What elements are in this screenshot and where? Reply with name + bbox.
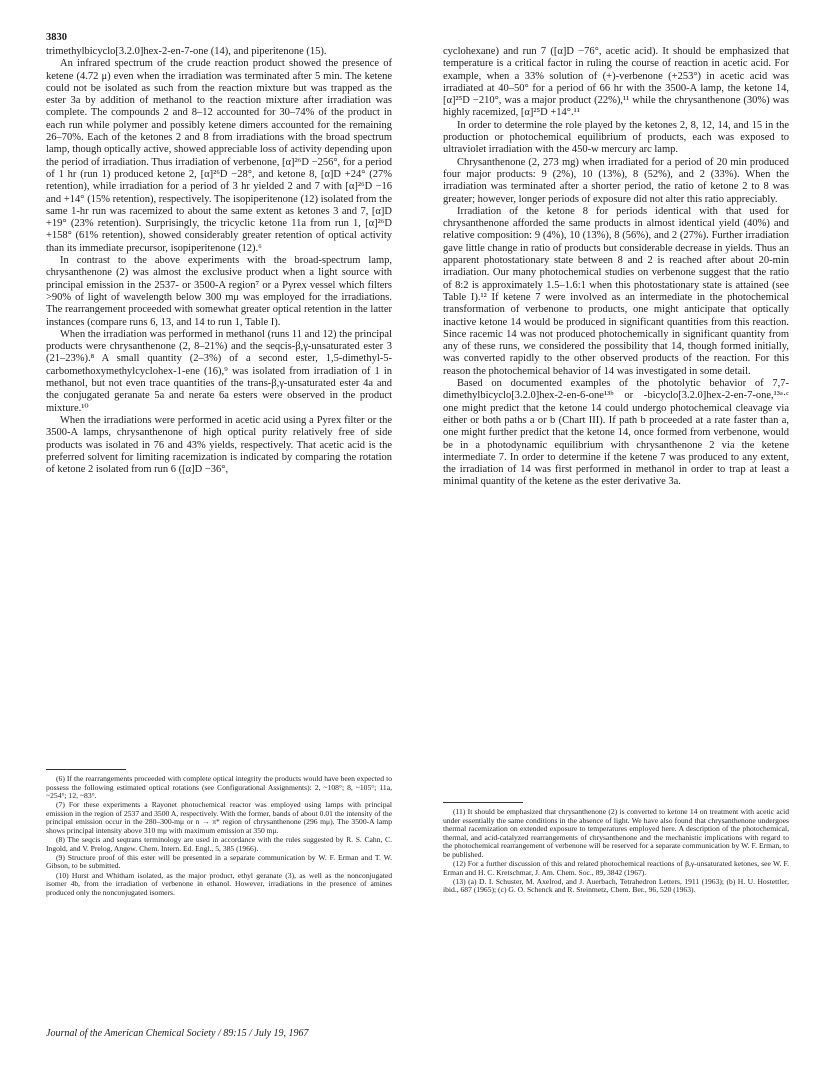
footnote: (6) If the rearrangements proceeded with complete optical integrity the products would have been expected to possess the following estimated optical rotations (see Configurational Assignments): 2, ~108°; 8, ~105°; 11a, ~254°; 12, ~83°. bbox=[46, 774, 392, 801]
footnote-divider bbox=[443, 802, 523, 803]
footnote: (7) For these experiments a Rayonet photochemical reactor was employed using lamps with principal emission in the region of 2537 and 3500 A, respectively. With the former, bands of about 0.01 the intensity of the principal emission occur in the 280–300-mμ or n → π* region of chrysanthenone (296 mμ). The 3500-A lamp shows principal intensity above 310 mμ with maximum emission at 350 mμ. bbox=[46, 800, 392, 836]
footnote-divider bbox=[46, 769, 126, 770]
footnotes-right bbox=[443, 808, 789, 895]
footnote: (8) The seqcis and seqtrans terminology are used in accordance with the rules suggested by R. S. Cahn, C. Ingold, and V. Prelog, Angew. Chem. Intern. Ed. Engl., 5, 385 (1966). bbox=[46, 835, 392, 853]
footnote: (13) (a) D. I. Schuster, M. Axelrod, and J. Auerbach, Tetrahedron Letters, 1911 (1963); (b) H. U. Hostettler, ibid., 687 (1965); (c) G. O. Schenck and R. Steinmetz, Chem. Ber., 96, 520 (1963). bbox=[443, 876, 789, 895]
paragraph: In contrast to the above experiments with the broad-spectrum lamp, chrysanthenone (2) was almost the exclusive product when a light source with principal emission in the 2537- or 3500-A region⁷ or a Pyrex vessel which filters >90% of light of wavelength below 300 mμ was employed for the irradiations. The rearrangement proceeded with somewhat greater optical retention in the latter instances (compare runs 6, 13, and 14 to run 1, Table I). bbox=[46, 255, 392, 328]
right-column bbox=[443, 46, 789, 489]
paragraph: trimethylbicyclo[3.2.0]hex-2-en-7-one (14), and piperitenone (15). bbox=[46, 46, 327, 57]
paragraph: An infrared spectrum of the crude reaction product showed the presence of ketene (4.72 μ) even when the irradiation was terminated after 5 min. The ketene could not be isolated as such from the reaction mixture but was trapped as the ester 3a by addition of methanol to the reaction mixture after irradiation was complete. The compounds 2 and 8–12 accounted for 30–74% of the product in each run while polymer and possibly ketene dimers accounted for the remaining 26–70%. Each of the ketones 2 and 8 from irradiations with the broad spectrum lamp, though optically active, showed appreciable loss of activity depending upon the period of irradiation. Thus irradiation of verbenone, [α]²⁶D −256°, for a period of 1 hr (run 1) produced ketone 2, [α]²⁶D −28°, and ketone 8, [α]D +24° (27% retention), while irradiation for a period of 3 hr yielded 2 and 7 with [α]²⁶D −16 and +14° (15% retention), respectively. The isopiperitenone (12) isolated from the same 1-hr run was racemized to about the same extent as ketones 3 and 7, [α]D +19° (23% retention). Surprisingly, the tricyclic ketone 11a from run 1, [α]²⁶D +158° (61% retention), showed considerably greater retention of optical activity than its immediate precursor, isopiperitenone (12).⁶ bbox=[46, 58, 392, 254]
journal-footer: Journal of the American Chemical Society / 89:15 / July 19, 1967 bbox=[46, 1028, 309, 1039]
footnotes-left bbox=[46, 775, 392, 898]
paragraph: Irradiation of the ketone 8 for periods identical with that used for chrysanthenone afforded the same products in almost identical yield (40%) and relative composition: 9 (4%), 10 (13%), 8 (56%), and 2 (27%). Further irradiation gave little change in ratio of products but considerable decrease in yields. Thus an apparent photostationary state between 8 and 2 is reached after about 20-min irradiation. Our many photochemical studies on verbenone suggest that the ratio of 8:2 is approximately 1.5–1.6:1 when this photostationary state is attained (see Table I).¹² If ketene 7 were involved as an intermediate in the photochemical transformation of verbenone to products, one might anticipate that optically inactive ketone 14 would be produced in significant quantities from this reaction. Since racemic 14 was not produced photochemically in significant quantity from any of these runs, we considered the possibility that 14, though formed initially, was converted rapidly to the other observed products of the reaction. For this reason the photochemical behavior of 14 was investigated in some detail. bbox=[443, 205, 789, 377]
paragraph: Based on documented examples of the photolytic behavior of 7,7-dimethylbicyclo[3.2.0]hex-2-en-6-one¹³ᵇ or -bicyclo[3.2.0]hex-2-en-7-one,¹³ᵃ·ᶜ one might predict that the ketone 14 could undergo photochemical cleavage via either or both paths a or b (Chart III). If path b proceeded at a rate faster than a, one might further predict that the ketone 14, once formed from verbenone, would be in a photodynamic equilibrium with chrysanthenone 2 via the ketene intermediate 7. In order to determine if the ketene 7 was produced to any extent, the irradiation of 14 was first performed in methanol in order to trap at least a minimal quantity of the ketene as the ester derivative 3a. bbox=[443, 378, 789, 488]
paragraph: In order to determine the role played by the ketones 2, 8, 12, 14, and 15 in the production or photochemical equilibrium of products, each was exposed to ultraviolet irradiation with the 450-w mercury arc lamp. bbox=[443, 119, 789, 156]
paragraph: When the irradiations were performed in acetic acid using a Pyrex filter or the 3500-A lamps, chrysanthenone of high optical purity relatively free of side products was isolated in 76 and 43% yields, respectively. That acetic acid is the preferred solvent for limiting racemization is indicated by comparing the rotation of ketone 2 isolated from run 6 ([α]D −36°, bbox=[46, 414, 392, 476]
paragraph: When the irradiation was performed in methanol (runs 11 and 12) the principal products were chrysanthenone (2, 8–21%) and the seqcis-β,γ-unsaturated ester 3 (21–23%).⁸ A small quantity (2–3%) of a second ester, 1,5-dimethyl-5-carbomethoxymethylcyclohex-1-ene (16),⁹ was isolated from irradiation of 1 in methanol, but not even trace quantities of the trans-β,γ-unsaturated ester 4a and the conjugated geranate 5a and nerate 6a esters were observed in the product mixture.¹⁰ bbox=[46, 328, 392, 414]
left-column bbox=[46, 46, 392, 476]
footnote: (10) Hurst and Whitham isolated, as the major product, ethyl geranate (3), as well as the nonconjugated isomer 4b, from the irradiation of verbenone in ethanol. However, irradiations in the presence of amines produced only the nonconjugated isomers. bbox=[46, 870, 392, 897]
footnote: (9) Structure proof of this ester will be presented in a separate communication by W. F. Erman and T. W. Gibson, to be submitted. bbox=[46, 852, 392, 871]
footnote: (11) It should be emphasized that chrysanthenone (2) is converted to ketone 14 on treatment with acetic acid under essentially the same conditions in the absence of light. We have also found that chrysanthenone undergoes thermal racemization on extended exposure to temperatures employed here. A description of the photochemical, thermal, and acid-catalyzed rearrangements of chrysanthenone and the mechanistic implications with regard to the photochemical rearrangement of verbenone will be reserved for a separate communication by W. F. Erman, to be published. bbox=[443, 807, 789, 859]
paragraph: cyclohexane) and run 7 ([α]D −76°, acetic acid). It should be emphasized that temperature is a critical factor in ruling the course of reaction in acetic acid. For example, when a 33% solution of (+)-verbenone (+253°) in acetic acid was irradiated at 40–50° for a period of 66 hr with the 3500-A lamp, the ketone 14, [α]²⁵D −210°, was a major product (22%),¹¹ while the chrysanthenone (30%) was highly racemized, [α]²⁵D +14°.¹¹ bbox=[443, 46, 789, 119]
paragraph: Chrysanthenone (2, 273 mg) when irradiated for a period of 20 min produced four major products: 9 (2%), 10 (13%), 8 (52%), and 2 (33%). When the irradiation was terminated after a shorter period, the ratio of ketone 2 to 8 was greater; however, longer periods of exposure did not alter this ratio appreciably. bbox=[443, 156, 789, 205]
page-number: 3830 bbox=[46, 32, 67, 43]
footnote: (12) For a further discussion of this and related photochemical reactions of β,γ-unsaturated ketones, see W. F. Erman and H. C. Kretschmar, J. Am. Chem. Soc., 89, 3842 (1967). bbox=[443, 859, 789, 877]
